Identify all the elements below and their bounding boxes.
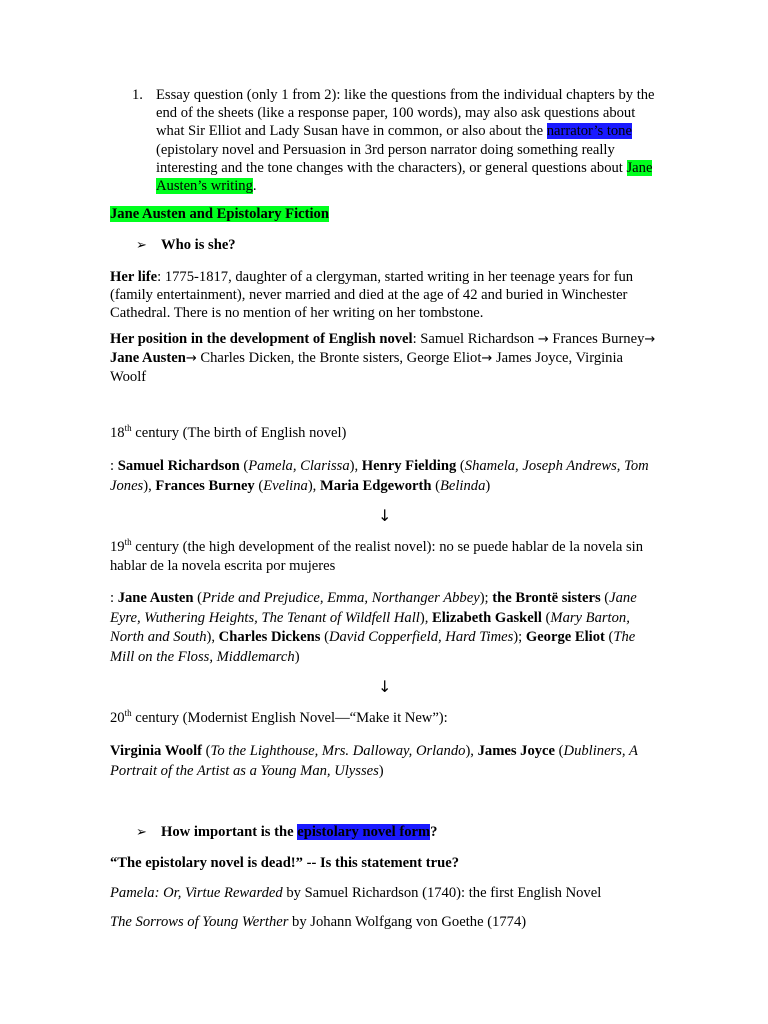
arrow-bullet-icon: ➢ [136, 238, 147, 253]
bullet-how-important [136, 823, 437, 842]
punct: ( [541, 609, 551, 626]
bullet2-text-1: How important is the [161, 824, 298, 840]
punct: ( [254, 478, 264, 494]
works-edgeworth: Belinda [439, 478, 486, 494]
list-number: 1. [132, 87, 143, 103]
dead-question-line [110, 854, 662, 872]
bullet-text: Who is she? [161, 237, 236, 253]
arrow-right-icon: → [185, 351, 197, 367]
prefix: : [110, 458, 118, 474]
punct: ), [143, 478, 156, 494]
werther-text: by Johann Wolfgang von Goethe (1774) [288, 914, 527, 930]
essay-text-2: (epistolary novel and Persuasion in 3rd person narrator doing something really interesting and the tone changes with the characters), or general questions about [156, 141, 627, 176]
punct: ( [600, 590, 610, 606]
prefix: : [110, 590, 118, 606]
author-eliot: George Eliot [525, 629, 605, 645]
essay-text-1: Essay question (only 1 from 2): like the questions from the individual chapters by the end of the sheets (like a response paper, 100 words), may also ask questions about what Sir Elliot and Lady Susan have in common, or also about the [156, 87, 655, 140]
punct: ( [555, 743, 564, 759]
pamela-line [110, 884, 662, 902]
c19-text: century (the high development of the realist novel): no se puede hablar de la novela sin hablar de la novela escrita por mujeres [110, 539, 644, 574]
her-position-label: Her position in the development of English novel [110, 331, 413, 347]
pamela-title: Pamela: Or, Virtue Rewarded [110, 885, 283, 901]
punct: ( [320, 629, 329, 645]
c18-authors [110, 456, 662, 496]
punct: ( [202, 743, 211, 759]
author-richardson: Samuel Richardson [117, 458, 240, 474]
her-life-paragraph [110, 268, 662, 323]
c18-heading [110, 424, 662, 442]
author-edgeworth: Maria Edgeworth [319, 478, 432, 494]
down-arrow-icon: ↓ [378, 506, 392, 525]
punct: ); [479, 590, 493, 606]
c19-num: 19 [110, 539, 125, 555]
works-brontes: Jane Eyre, Wuthering Heights, The Tenant of Wildfell Hall [110, 590, 637, 626]
c20-text: century (Modernist English Novel—“Make it New”): [131, 710, 448, 726]
punct: ), [465, 743, 478, 759]
author-brontes: the Brontë sisters [492, 590, 601, 606]
works-gaskell: Mary Barton, North and South [110, 609, 630, 645]
author-gaskell: Elizabeth Gaskell [432, 609, 542, 626]
author-dickens: Charles Dickens [218, 629, 321, 645]
punct: ( [456, 458, 465, 474]
arrow-bullet-icon: ➢ [136, 825, 147, 840]
highlight-epistolary-form: epistolary novel form [297, 824, 431, 840]
position-jane-austen: Jane Austen [110, 350, 186, 367]
works-austen: Pride and Prejudice, Emma, Northanger Abbey [202, 590, 480, 606]
position-text-1: : Samuel Richardson [412, 331, 538, 347]
author-austen: Jane Austen [117, 590, 194, 606]
punct: ); [513, 629, 526, 645]
section-heading-line [110, 205, 662, 223]
works-eliot: The Mill on the Floss, Middlemarch [110, 629, 636, 665]
punct: ) [378, 763, 384, 779]
section-heading: Jane Austen and Epistolary Fiction [110, 206, 329, 222]
essay-paragraph [156, 86, 664, 195]
works-richardson: Pamela, Clarissa [248, 458, 350, 474]
position-text-3: Charles Dicken, the Bronte sisters, George Eliot [196, 350, 482, 367]
works-dickens: David Copperfield, Hard Times [328, 629, 514, 645]
arrow-right-icon: → [481, 351, 493, 367]
highlight-narrators-tone: narrator’s tone [546, 123, 632, 140]
punct: ) [485, 478, 491, 494]
punct: ( [431, 478, 440, 494]
works-fielding: Shamela, Joseph Andrews, Tom Jones [110, 458, 649, 494]
c20-num: 20 [110, 710, 125, 726]
her-life-text: : 1775-1817, daughter of a clergyman, started writing in her teenage years for fun (family entertainment), never married and died at the age of 42 and buried in Winchester Cathedral. There is no mention of her writing on her tombstone. [110, 269, 634, 322]
c18-num: 18 [110, 425, 125, 441]
werther-line [110, 913, 662, 931]
author-fielding: Henry Fielding [361, 458, 457, 474]
her-life-label: Her life [110, 269, 158, 285]
punct: ), [419, 609, 433, 626]
pamela-text: by Samuel Richardson (1740): the first English Novel [282, 885, 602, 901]
c19-heading [110, 538, 662, 576]
position-text-2: Frances Burney [548, 331, 645, 347]
c18-text: century (The birth of English novel) [131, 425, 347, 441]
punct: ( [239, 458, 249, 474]
highlight-austen-writing: Jane Austen’s writing [156, 159, 653, 195]
author-joyce: James Joyce [477, 743, 556, 759]
position-text-4: James Joyce, Virginia Woolf [110, 350, 624, 386]
c20-authors [110, 741, 662, 781]
down-arrow-icon: ↓ [378, 677, 392, 696]
c20-sup: th [124, 708, 132, 718]
c18-sup: th [124, 423, 132, 433]
punct: ( [604, 629, 614, 645]
punct: ) [294, 648, 300, 665]
punct: ), [206, 629, 219, 645]
her-position-paragraph [110, 330, 662, 387]
punct: ), [349, 458, 362, 474]
author-burney: Frances Burney [155, 478, 255, 494]
bullet2-text-2: ? [430, 824, 438, 840]
works-joyce: Dubliners, A Portrait of the Artist as a Young Man, Ulysses [110, 743, 638, 779]
punct: ), [307, 478, 320, 494]
werther-title: The Sorrows of Young Werther [110, 914, 289, 930]
punct: ( [193, 590, 203, 606]
works-woolf: To the Lighthouse, Mrs. Dalloway, Orlando [210, 743, 466, 759]
essay-text-3: . [252, 178, 257, 195]
arrow-right-icon: → [537, 332, 549, 347]
c19-authors [110, 589, 662, 667]
c20-heading [110, 709, 662, 727]
bullet-who-is-she [136, 236, 236, 255]
works-burney: Evelina [263, 478, 308, 494]
c19-sup: th [124, 537, 132, 547]
dead-question: “The epistolary novel is dead!” -- Is this statement true? [110, 855, 460, 871]
arrow-right-icon: → [644, 332, 656, 347]
author-woolf: Virginia Woolf [110, 743, 203, 759]
